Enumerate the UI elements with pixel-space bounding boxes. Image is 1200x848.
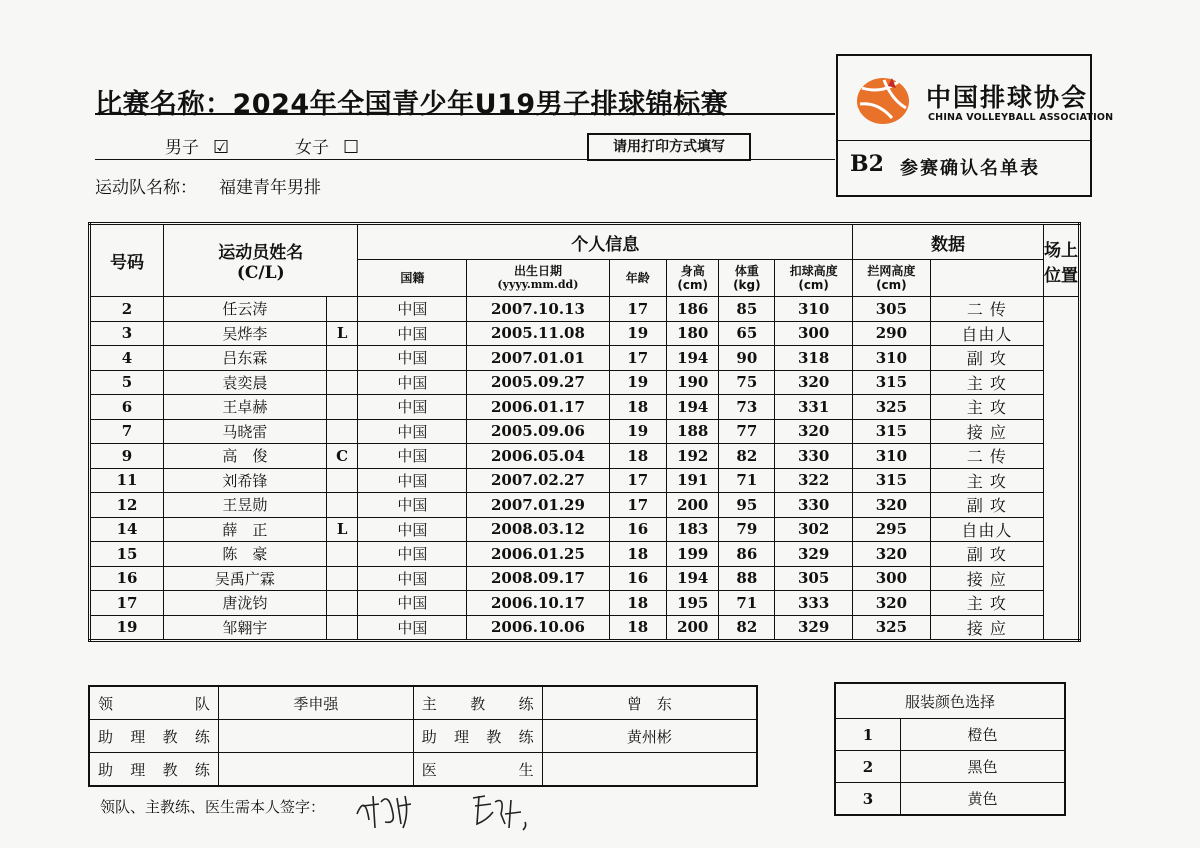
- table-row: [90, 591, 1080, 616]
- head-coach-label-chars: 主 教 练: [421, 694, 534, 713]
- player-position: 二 传: [930, 444, 1043, 469]
- player-height: 188: [667, 419, 719, 444]
- player-weight: 73: [719, 395, 775, 420]
- player-weight: 82: [719, 444, 775, 469]
- player-name: 陈 豪: [164, 542, 327, 567]
- player-height: 183: [667, 517, 719, 542]
- player-position: 主 攻: [930, 370, 1043, 395]
- asst-coach-name-3: [218, 753, 413, 787]
- player-number: 9: [90, 444, 164, 469]
- player-number: 11: [90, 468, 164, 493]
- player-number: 12: [90, 493, 164, 518]
- player-number: 5: [90, 370, 164, 395]
- player-role: C: [326, 444, 358, 469]
- leader-label-chars: 领 队: [98, 694, 210, 713]
- player-nationality: 中国: [358, 419, 467, 444]
- player-weight: 71: [719, 468, 775, 493]
- table-row: [90, 346, 1080, 371]
- col-weight: [719, 260, 775, 297]
- player-nationality: 中国: [358, 395, 467, 420]
- player-block-height: 315: [853, 468, 931, 493]
- player-spike-height: 331: [775, 395, 853, 420]
- player-role: [326, 615, 358, 641]
- player-spike-height: 320: [775, 370, 853, 395]
- player-block-height: 290: [853, 321, 931, 346]
- player-nationality: 中国: [358, 321, 467, 346]
- player-height: 190: [667, 370, 719, 395]
- player-spike-height: 300: [775, 321, 853, 346]
- player-name: 马晓雷: [164, 419, 327, 444]
- uniform-title: 服装颜色选择: [835, 683, 1065, 719]
- uniform-row: [835, 783, 1065, 816]
- player-age: 16: [609, 566, 666, 591]
- player-height: 195: [667, 591, 719, 616]
- player-name: 袁奕晨: [164, 370, 327, 395]
- uniform-color: 橙色: [901, 719, 1066, 751]
- col-height: [667, 260, 719, 297]
- player-nationality: 中国: [358, 444, 467, 469]
- player-position: 自由人: [930, 321, 1043, 346]
- player-name: 吴禹广霖: [164, 566, 327, 591]
- female-checkbox: ☐: [343, 137, 360, 158]
- player-spike-height: 318: [775, 346, 853, 371]
- player-age: 18: [609, 542, 666, 567]
- player-role: [326, 542, 358, 567]
- player-age: 19: [609, 321, 666, 346]
- leader-label: [89, 686, 218, 720]
- uniform-color: 黄色: [901, 783, 1066, 816]
- player-block-height: 295: [853, 517, 931, 542]
- header-row-1: [90, 224, 1080, 260]
- header-divider: [95, 159, 835, 160]
- player-nationality: 中国: [358, 615, 467, 641]
- table-row: [90, 419, 1080, 444]
- player-role: [326, 395, 358, 420]
- uniform-number: 2: [835, 751, 901, 783]
- player-number: 2: [90, 297, 164, 322]
- player-name: 任云涛: [164, 297, 327, 322]
- col-name-label: 运动员姓名: [218, 243, 304, 263]
- table-row: [90, 321, 1080, 346]
- col-data: 数据: [853, 224, 1044, 260]
- player-age: 18: [609, 395, 666, 420]
- player-block-height: 310: [853, 346, 931, 371]
- player-age: 16: [609, 517, 666, 542]
- player-spike-height: 305: [775, 566, 853, 591]
- player-name: 王卓赫: [164, 395, 327, 420]
- player-spike-height: 310: [775, 297, 853, 322]
- doctor-label-chars: 医 生: [421, 760, 534, 779]
- col-spike-unit: (cm): [798, 278, 829, 292]
- col-position: [1044, 224, 1080, 297]
- player-birth-date: 2006.10.06: [467, 615, 609, 641]
- player-weight: 75: [719, 370, 775, 395]
- player-number: 19: [90, 615, 164, 641]
- page-title: 比赛名称：2024年全国青少年U19男子排球锦标赛: [95, 89, 729, 120]
- player-age: 17: [609, 468, 666, 493]
- player-position: 接 应: [930, 419, 1043, 444]
- asst-coach-label-3: [89, 753, 218, 787]
- player-role: [326, 591, 358, 616]
- col-position-label-2: 位置: [1044, 265, 1078, 286]
- uniform-number: 1: [835, 719, 901, 751]
- signature-label: 领队、主教练、医生需本人签字：: [100, 798, 326, 816]
- col-birth: [467, 260, 609, 297]
- player-age: 19: [609, 370, 666, 395]
- player-age: 18: [609, 444, 666, 469]
- player-position: 主 攻: [930, 395, 1043, 420]
- player-birth-date: 2007.01.29: [467, 493, 609, 518]
- title-underline: [95, 113, 835, 115]
- player-role: [326, 468, 358, 493]
- staff-row: [89, 686, 757, 720]
- player-height: 180: [667, 321, 719, 346]
- player-block-height: 310: [853, 444, 931, 469]
- player-role: [326, 370, 358, 395]
- player-weight: 90: [719, 346, 775, 371]
- leader-name: 季申强: [218, 686, 413, 720]
- player-spike-height: 330: [775, 444, 853, 469]
- uniform-row: [835, 719, 1065, 751]
- player-block-height: 320: [853, 493, 931, 518]
- col-spike-label: 扣球高度: [789, 264, 838, 278]
- table-row: [90, 297, 1080, 322]
- player-nationality: 中国: [358, 517, 467, 542]
- player-age: 17: [609, 493, 666, 518]
- asst-coach-label-3-chars: 助 理 教 练: [98, 760, 210, 779]
- col-birth-label: 出生日期: [513, 264, 562, 278]
- player-age: 17: [609, 297, 666, 322]
- table-row: [90, 615, 1080, 641]
- player-weight: 85: [719, 297, 775, 322]
- player-name: 唐泷钧: [164, 591, 327, 616]
- player-block-height: 315: [853, 419, 931, 444]
- player-role: [326, 297, 358, 322]
- player-height: 200: [667, 615, 719, 641]
- player-position: 副 攻: [930, 493, 1043, 518]
- player-birth-date: 2006.01.25: [467, 542, 609, 567]
- player-name: 高 俊: [164, 444, 327, 469]
- player-nationality: 中国: [358, 370, 467, 395]
- uniform-number: 3: [835, 783, 901, 816]
- table-row: [90, 444, 1080, 469]
- player-block-height: 315: [853, 370, 931, 395]
- player-role: [326, 346, 358, 371]
- player-birth-date: 2005.09.27: [467, 370, 609, 395]
- player-weight: 65: [719, 321, 775, 346]
- table-row: [90, 370, 1080, 395]
- association-name-en: CHINA VOLLEYBALL ASSOCIATION: [928, 112, 1114, 123]
- col-name: [164, 224, 358, 297]
- player-age: 19: [609, 419, 666, 444]
- player-number: 7: [90, 419, 164, 444]
- player-block-height: 320: [853, 542, 931, 567]
- roster-body: [90, 297, 1080, 641]
- col-height-unit: (cm): [677, 278, 709, 292]
- col-number: 号码: [90, 224, 164, 297]
- player-block-height: 320: [853, 591, 931, 616]
- player-name: 吴烨李: [164, 321, 327, 346]
- player-role: [326, 419, 358, 444]
- volleyball-logo-icon: [852, 74, 914, 126]
- player-height: 191: [667, 468, 719, 493]
- player-age: 17: [609, 346, 666, 371]
- col-weight-unit: (kg): [733, 278, 761, 292]
- uniform-color-table: [834, 682, 1066, 816]
- team-row: [95, 173, 321, 198]
- asst-coach-name: [218, 720, 413, 753]
- player-weight: 79: [719, 517, 775, 542]
- player-role: L: [326, 321, 358, 346]
- player-role: [326, 566, 358, 591]
- player-nationality: 中国: [358, 542, 467, 567]
- player-weight: 71: [719, 591, 775, 616]
- player-block-height: 325: [853, 395, 931, 420]
- player-name: 薛 正: [164, 517, 327, 542]
- player-height: 194: [667, 566, 719, 591]
- player-name: 刘希锋: [164, 468, 327, 493]
- player-weight: 88: [719, 566, 775, 591]
- asst-coach-label: [89, 720, 218, 753]
- asst-coach-name-2: 黄州彬: [542, 720, 757, 753]
- player-height: 192: [667, 444, 719, 469]
- player-birth-date: 2007.10.13: [467, 297, 609, 322]
- col-personal-info: 个人信息: [358, 224, 853, 260]
- gender-female: [295, 133, 359, 158]
- col-position-label: 场上: [1044, 240, 1078, 261]
- male-label: 男子: [165, 138, 199, 158]
- player-number: 3: [90, 321, 164, 346]
- player-role: L: [326, 517, 358, 542]
- player-birth-date: 2007.02.27: [467, 468, 609, 493]
- player-spike-height: 320: [775, 419, 853, 444]
- player-birth-date: 2005.11.08: [467, 321, 609, 346]
- player-spike-height: 322: [775, 468, 853, 493]
- player-position: 接 应: [930, 615, 1043, 641]
- staff-row: [89, 753, 757, 787]
- player-position: 主 攻: [930, 468, 1043, 493]
- table-row: [90, 493, 1080, 518]
- association-box: [836, 54, 1114, 197]
- player-birth-date: 2006.10.17: [467, 591, 609, 616]
- player-spike-height: 330: [775, 493, 853, 518]
- player-birth-date: 2008.09.17: [467, 566, 609, 591]
- player-height: 199: [667, 542, 719, 567]
- player-weight: 95: [719, 493, 775, 518]
- player-age: 18: [609, 615, 666, 641]
- player-position: 接 应: [930, 566, 1043, 591]
- player-block-height: 300: [853, 566, 931, 591]
- player-name: 吕东霖: [164, 346, 327, 371]
- player-spike-height: 329: [775, 615, 853, 641]
- asst-coach-label-2: [413, 720, 542, 753]
- player-spike-height: 333: [775, 591, 853, 616]
- player-nationality: 中国: [358, 591, 467, 616]
- player-number: 14: [90, 517, 164, 542]
- gender-male: [165, 133, 229, 158]
- player-block-height: 325: [853, 615, 931, 641]
- player-spike-height: 329: [775, 542, 853, 567]
- male-checkbox: ☑: [213, 137, 230, 158]
- logo-divider: [838, 140, 1090, 141]
- head-coach-label: [413, 686, 542, 720]
- staff-table: [88, 685, 758, 787]
- player-weight: 82: [719, 615, 775, 641]
- col-spike: [775, 260, 853, 297]
- print-note: 请用打印方式填写: [587, 133, 751, 161]
- asst-coach-label-2-chars: 助 理 教 练: [421, 727, 534, 746]
- player-name: 王昱勋: [164, 493, 327, 518]
- form-title: 参赛确认名单表: [900, 158, 1040, 179]
- player-position: 二 传: [930, 297, 1043, 322]
- player-birth-date: 2007.01.01: [467, 346, 609, 371]
- handwritten-signature-icon: [355, 784, 555, 834]
- player-nationality: 中国: [358, 346, 467, 371]
- player-birth-date: 2005.09.06: [467, 419, 609, 444]
- player-height: 186: [667, 297, 719, 322]
- player-position: 副 攻: [930, 346, 1043, 371]
- table-row: [90, 395, 1080, 420]
- player-number: 4: [90, 346, 164, 371]
- col-block: [853, 260, 931, 297]
- player-nationality: 中国: [358, 493, 467, 518]
- form-code: B2: [850, 151, 884, 177]
- player-weight: 86: [719, 542, 775, 567]
- player-spike-height: 302: [775, 517, 853, 542]
- player-height: 194: [667, 346, 719, 371]
- team-name: 福建青年男排: [219, 178, 321, 198]
- col-weight-label: 体重: [734, 264, 759, 278]
- player-number: 6: [90, 395, 164, 420]
- col-block-unit: (cm): [876, 278, 907, 292]
- player-height: 200: [667, 493, 719, 518]
- col-age: 年龄: [609, 260, 666, 297]
- col-nationality: 国籍: [358, 260, 467, 297]
- player-birth-date: 2008.03.12: [467, 517, 609, 542]
- team-label: 运动队名称：: [95, 178, 197, 198]
- head-coach-name: 曾 东: [542, 686, 757, 720]
- player-number: 17: [90, 591, 164, 616]
- player-height: 194: [667, 395, 719, 420]
- player-role: [326, 493, 358, 518]
- doctor-label: [413, 753, 542, 787]
- player-block-height: 305: [853, 297, 931, 322]
- player-position: 自由人: [930, 517, 1043, 542]
- player-age: 18: [609, 591, 666, 616]
- player-number: 16: [90, 566, 164, 591]
- col-block-label: 拦网高度: [867, 264, 916, 278]
- col-birth-format: (yyyy.mm.dd): [497, 278, 579, 291]
- col-name-sub: (C/L): [236, 263, 285, 283]
- player-nationality: 中国: [358, 297, 467, 322]
- player-weight: 77: [719, 419, 775, 444]
- table-row: [90, 566, 1080, 591]
- player-nationality: 中国: [358, 468, 467, 493]
- association-name-cn: 中国排球协会: [926, 83, 1089, 112]
- col-height-label: 身高: [680, 264, 705, 278]
- player-nationality: 中国: [358, 566, 467, 591]
- player-birth-date: 2006.01.17: [467, 395, 609, 420]
- table-row: [90, 542, 1080, 567]
- uniform-color: 黑色: [901, 751, 1066, 783]
- player-position: 副 攻: [930, 542, 1043, 567]
- table-row: [90, 517, 1080, 542]
- roster-table: [88, 222, 1081, 642]
- doctor-name: [542, 753, 757, 787]
- player-name: 邹翱宇: [164, 615, 327, 641]
- asst-coach-label-chars: 助 理 教 练: [98, 727, 210, 746]
- uniform-header-row: [835, 683, 1065, 719]
- player-birth-date: 2006.05.04: [467, 444, 609, 469]
- player-number: 15: [90, 542, 164, 567]
- staff-row: [89, 720, 757, 753]
- table-row: [90, 468, 1080, 493]
- uniform-row: [835, 751, 1065, 783]
- player-position: 主 攻: [930, 591, 1043, 616]
- female-label: 女子: [295, 138, 329, 158]
